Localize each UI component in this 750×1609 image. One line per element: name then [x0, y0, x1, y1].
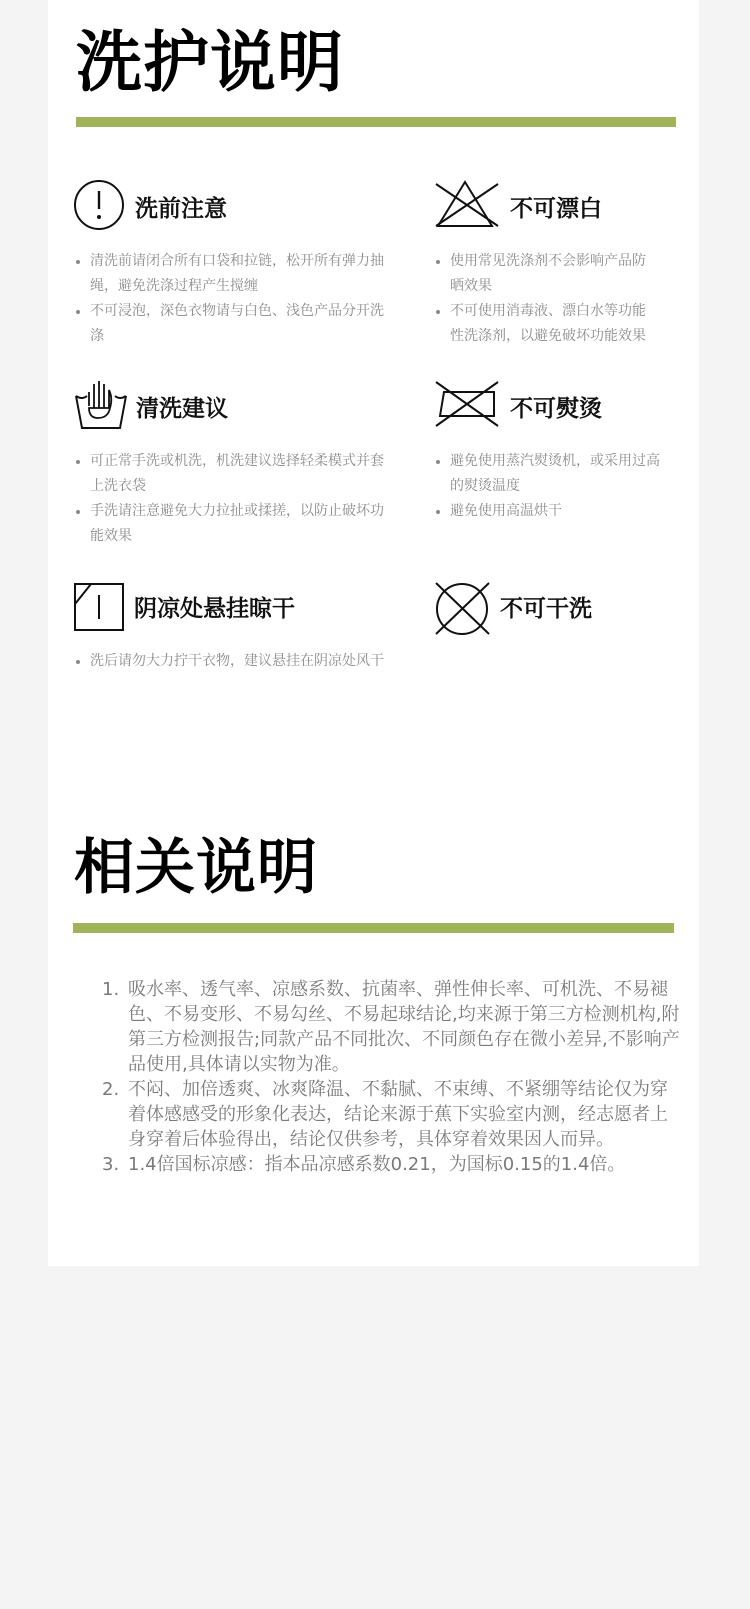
related-note-text: 1.4倍国标凉感：指本品凉感系数0.21，为国标0.15的1.4倍。: [128, 1154, 626, 1175]
related-note: [100, 977, 680, 1077]
related-note-number: 1.: [102, 979, 120, 1000]
title-underline-bar: [76, 117, 676, 127]
related-note: [100, 1152, 680, 1177]
care-note: 不可使用消毒液、漂白水等功能性洗涤剂，以避免破坏功能效果: [434, 299, 656, 349]
related-note: [100, 1077, 680, 1152]
care-item-title: 不可熨烫: [510, 396, 602, 422]
exclamation-circle-icon: [74, 178, 126, 232]
care-note: 可正常手洗或机洗，机洗建议选择轻柔模式并套上洗衣袋: [74, 449, 384, 499]
no-bleach-icon: [434, 178, 500, 232]
care-item-title: 不可漂白: [510, 196, 602, 222]
care-note: 不可浸泡，深色衣物请与白色、浅色产品分开洗涤: [74, 299, 384, 349]
care-notes-list: [74, 249, 384, 349]
related-section-title: 相关说明: [74, 833, 318, 903]
care-item-title: 洗前注意: [135, 196, 227, 222]
care-item-title: 清洗建议: [136, 396, 228, 422]
care-note: 清洗前请闭合所有口袋和拉链，松开所有弹力抽绳，避免洗涤过程产生搅缠: [74, 249, 384, 299]
content-card: [48, 0, 699, 1266]
title-underline-bar: [73, 923, 674, 933]
care-notes-list: [434, 449, 666, 524]
care-item-title: 不可干洗: [500, 596, 592, 622]
care-notes-list: [434, 249, 656, 349]
care-notes-list: [74, 449, 384, 549]
care-note: 避免使用高温烘干: [434, 499, 666, 524]
related-note-number: 3.: [102, 1154, 120, 1175]
related-note-text: 不闷、加倍透爽、冰爽降温、不黏腻、不束缚、不紧绷等结论仅为穿着体感感受的形象化表达，结论来源于蕉下实验室内测，经志愿者上身穿着后体验得出，结论仅供参考，具体穿着效果因人而异。: [128, 1079, 668, 1150]
care-note: 使用常见洗涤剂不会影响产品防晒效果: [434, 249, 656, 299]
hand-wash-icon: [74, 378, 128, 432]
line-dry-shade-icon: [74, 578, 126, 632]
care-item-title: 阴凉处悬挂晾干: [134, 596, 295, 622]
related-notes-list: [100, 977, 680, 1177]
no-iron-icon: [434, 378, 500, 432]
care-section-title: 洗护说明: [76, 24, 344, 101]
no-dry-clean-icon: [434, 578, 492, 636]
care-note: 避免使用蒸汽熨烫机，或采用过高的熨烫温度: [434, 449, 666, 499]
care-note: 洗后请勿大力拧干衣物，建议悬挂在阴凉处风干: [74, 649, 384, 674]
care-note: 手洗请注意避免大力拉扯或揉搓，以防止破坏功能效果: [74, 499, 384, 549]
related-note-text: 吸水率、透气率、凉感系数、抗菌率、弹性伸长率、可机洗、不易褪色、不易变形、不易勾丝、不易起球结论,均来源于第三方检测机构,附第三方检测报告;同款产品不同批次、不同颜色存在微小差异,不影响产品使用,具体请以实物为准。: [128, 979, 680, 1075]
care-notes-list: [74, 649, 384, 674]
related-note-number: 2.: [102, 1079, 120, 1100]
